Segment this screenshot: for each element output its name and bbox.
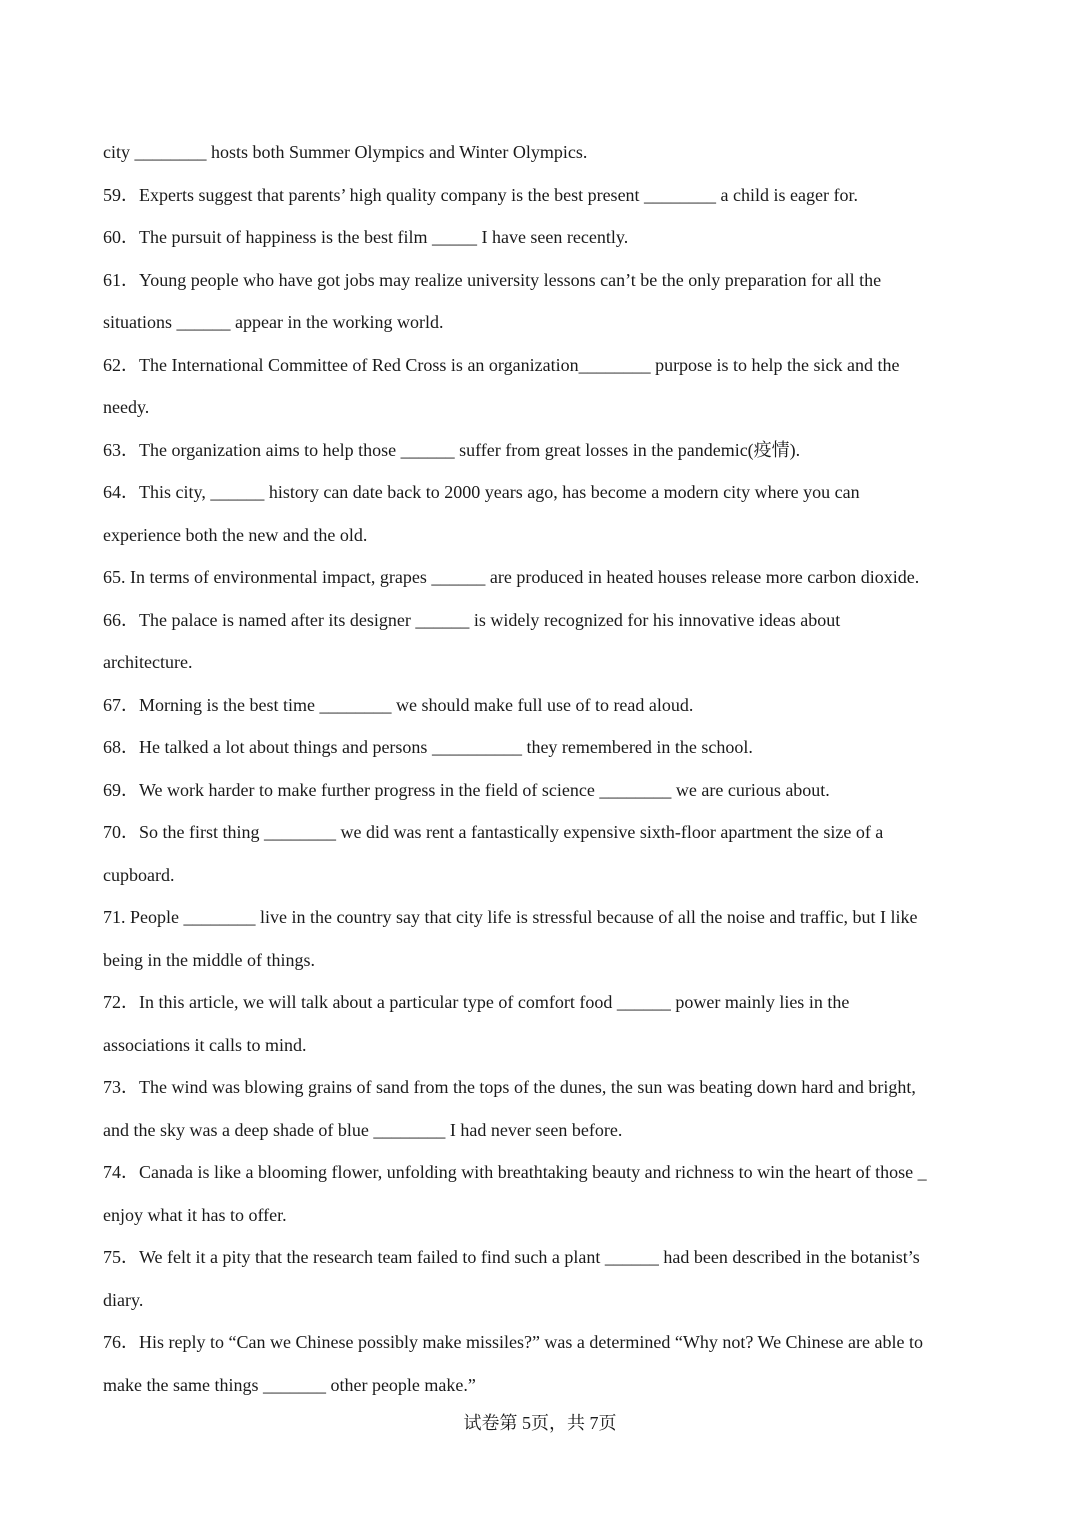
- question-text: [103, 131, 983, 1406]
- text-line: 68．He talked a lot about things and persons __________ they remembered in the school.: [103, 737, 753, 757]
- text-line: make the same things _______ other people make.”: [103, 1374, 476, 1395]
- text-line: 66．The palace is named after its designer ______ is widely recognized for his innovative ideas about: [103, 609, 841, 630]
- text-line: 62．The International Committee of Red Cross is an organization________ purpose is to help the sick and the: [103, 354, 900, 375]
- text-line: 64．This city, ______ history can date back to 2000 years ago, has become a modern city where you can: [103, 482, 860, 502]
- text-line: 61．Young people who have got jobs may realize university lessons can’t be the only preparation for all the: [103, 269, 882, 290]
- text-line: 63．The organization aims to help those ______ suffer from great losses in the pandemic(疫情).: [103, 439, 801, 460]
- text-line: and the sky was a deep shade of blue ________ I had never seen before.: [103, 1119, 623, 1140]
- text-line: 74．Canada is like a blooming flower, unfolding with breathtaking beauty and richness to win the heart of those _: [103, 1162, 927, 1182]
- text-line: 60．The pursuit of happiness is the best film _____ I have seen recently.: [103, 227, 629, 247]
- text-line: 67．Morning is the best time ________ we should make full use of to read aloud.: [103, 694, 694, 715]
- text-line: 59．Experts suggest that parents’ high quality company is the best present ________ a child is eager for.: [103, 184, 858, 205]
- text-line: 72．In this article, we will talk about a particular type of comfort food ______ power mainly lies in the: [103, 992, 850, 1012]
- text-line: city ________ hosts both Summer Olympics and Winter Olympics.: [103, 142, 588, 162]
- text-line: diary.: [103, 1289, 144, 1310]
- text-line: 65. In terms of environmental impact, grapes ______ are produced in heated houses release more carbon dioxide.: [103, 567, 920, 587]
- text-line: 71. People ________ live in the country say that city life is stressful because of all the noise and traffic, but I like: [103, 907, 918, 927]
- text-line: architecture.: [103, 652, 193, 672]
- text-line: 76．His reply to “Can we Chinese possibly make missiles?” was a determined “Why not? We Chinese are able to: [103, 1332, 924, 1352]
- text-line: 69．We work harder to make further progress in the field of science ________ we are curious about.: [103, 779, 830, 800]
- text-line: associations it calls to mind.: [103, 1034, 307, 1055]
- text-line: situations ______ appear in the working world.: [103, 312, 444, 332]
- text-line: 73．The wind was blowing grains of sand from the tops of the dunes, the sun was beating down hard and bright,: [103, 1077, 916, 1097]
- text-line: 70．So the first thing ________ we did was rent a fantastically expensive sixth-floor apartment the size of a: [103, 822, 884, 842]
- page-footer: 试卷第 5页，共 7页: [463, 1413, 617, 1433]
- text-line: cupboard.: [103, 864, 175, 885]
- text-line: enjoy what it has to offer.: [103, 1204, 287, 1225]
- text-line: being in the middle of things.: [103, 949, 315, 970]
- text-line: 75．We felt it a pity that the research team failed to find such a plant ______ had been described in the botanist’s: [103, 1247, 920, 1267]
- text-line: needy.: [103, 397, 150, 417]
- text-line: experience both the new and the old.: [103, 524, 368, 545]
